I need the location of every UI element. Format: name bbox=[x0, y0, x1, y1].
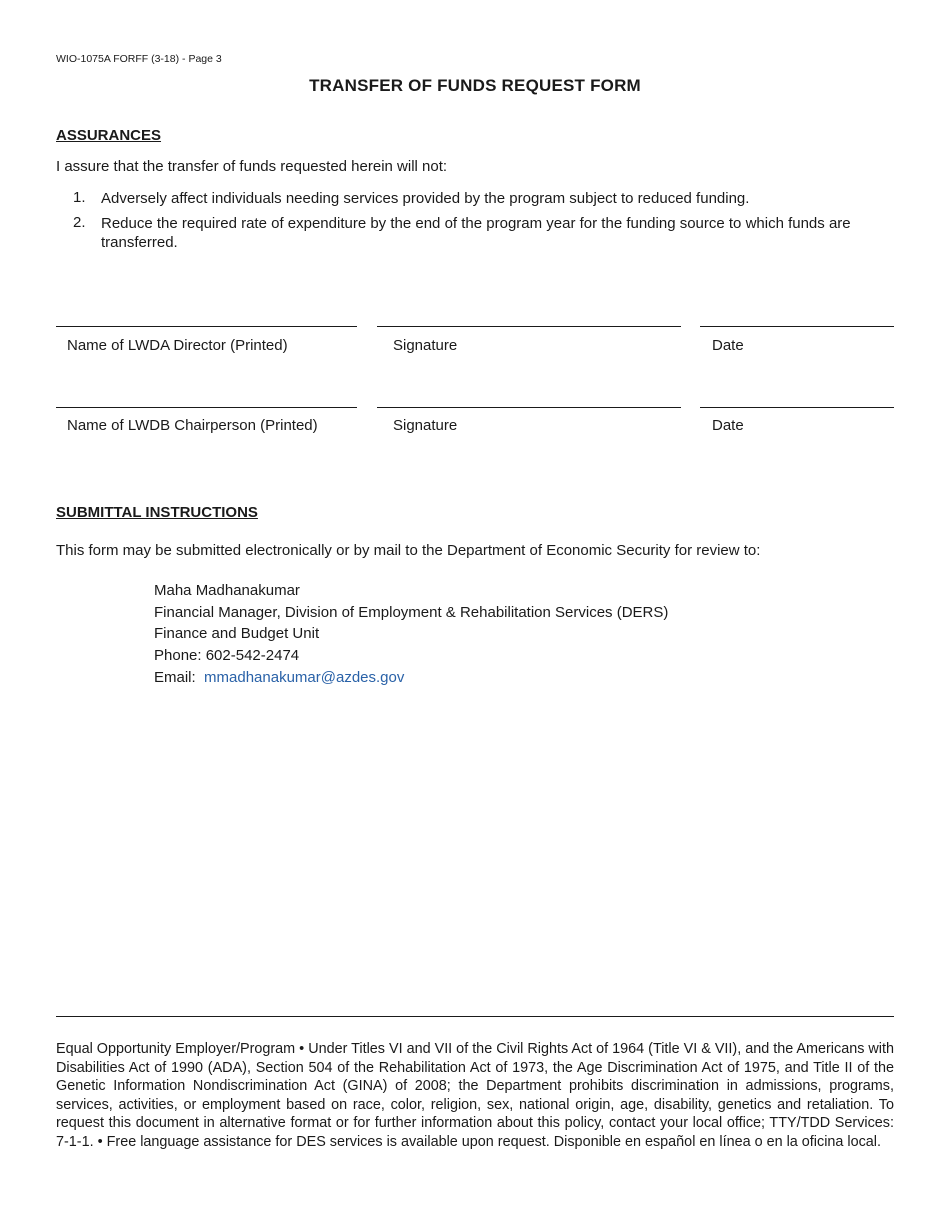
contact-email-label: Email: bbox=[154, 668, 196, 686]
director-date-label: Date bbox=[712, 337, 744, 354]
director-date-line[interactable] bbox=[700, 326, 894, 327]
contact-email-row bbox=[154, 667, 668, 689]
director-signature-label: Signature bbox=[393, 337, 458, 354]
contact-phone: Phone: 602-542-2474 bbox=[154, 647, 300, 665]
contact-name: Maha Madhanakumar bbox=[154, 582, 300, 599]
director-signature-line[interactable] bbox=[377, 326, 681, 327]
chairperson-signature-label: Signature bbox=[393, 417, 458, 434]
contact-block bbox=[154, 580, 668, 689]
chairperson-signature-line[interactable] bbox=[377, 407, 681, 408]
list-item-number: 2. bbox=[73, 214, 86, 231]
chairperson-name-label: Name of LWDB Chairperson (Printed) bbox=[67, 417, 318, 434]
footer-divider bbox=[56, 1016, 894, 1017]
assurances-heading: ASSURANCES bbox=[56, 127, 162, 144]
director-name-label: Name of LWDA Director (Printed) bbox=[67, 337, 288, 354]
contact-email-link[interactable]: mmadhanakumar@azdes.gov bbox=[204, 668, 405, 686]
submittal-heading: SUBMITTAL INSTRUCTIONS bbox=[56, 504, 258, 521]
chairperson-date-line[interactable] bbox=[700, 407, 894, 408]
page-title: TRANSFER OF FUNDS REQUEST FORM bbox=[309, 76, 641, 95]
chairperson-name-line[interactable] bbox=[56, 407, 357, 408]
submittal-intro: This form may be submitted electronically or by mail to the Department of Economic Security for review to: bbox=[56, 542, 761, 559]
form-id: WIO-1075A FORFF (3-18) - Page 3 bbox=[56, 53, 222, 65]
director-name-line[interactable] bbox=[56, 326, 357, 327]
list-item-text: Reduce the required rate of expenditure by the end of the program year for the funding source to which funds are transferred. bbox=[101, 215, 851, 251]
list-item-text: Adversely affect individuals needing services provided by the program subject to reduced funding. bbox=[101, 190, 750, 207]
list-item-number: 1. bbox=[73, 189, 86, 206]
contact-title: Financial Manager, Division of Employment & Rehabilitation Services (DERS) bbox=[154, 603, 669, 621]
contact-unit: Finance and Budget Unit bbox=[154, 625, 320, 643]
equal-opportunity-notice: Equal Opportunity Employer/Program • Under Titles VI and VII of the Civil Rights Act of 1964 (Title VI & VII), and the Americans with Disabilities Act of 1990 (ADA), Section 504 of the Rehabilitation Act of 1973, the Age Discrimination Act of 1975, and Title II of the Genetic Information Nondiscrimination Act (GINA) of 2008; the Department prohibits discrimination in admissions, programs, services, activities, or employment based on race, color, religion, sex, national origin, age, disability, genetics and retaliation. To request this document in alternative format or for further information about this policy, contact your local office; TTY/TDD Services: 7-1-1. • Free language assistance for DES services is available upon request. Disponible en español en línea o en la oficina local. bbox=[56, 1041, 894, 1150]
chairperson-date-label: Date bbox=[712, 417, 744, 434]
assurances-intro: I assure that the transfer of funds requested herein will not: bbox=[56, 158, 448, 175]
